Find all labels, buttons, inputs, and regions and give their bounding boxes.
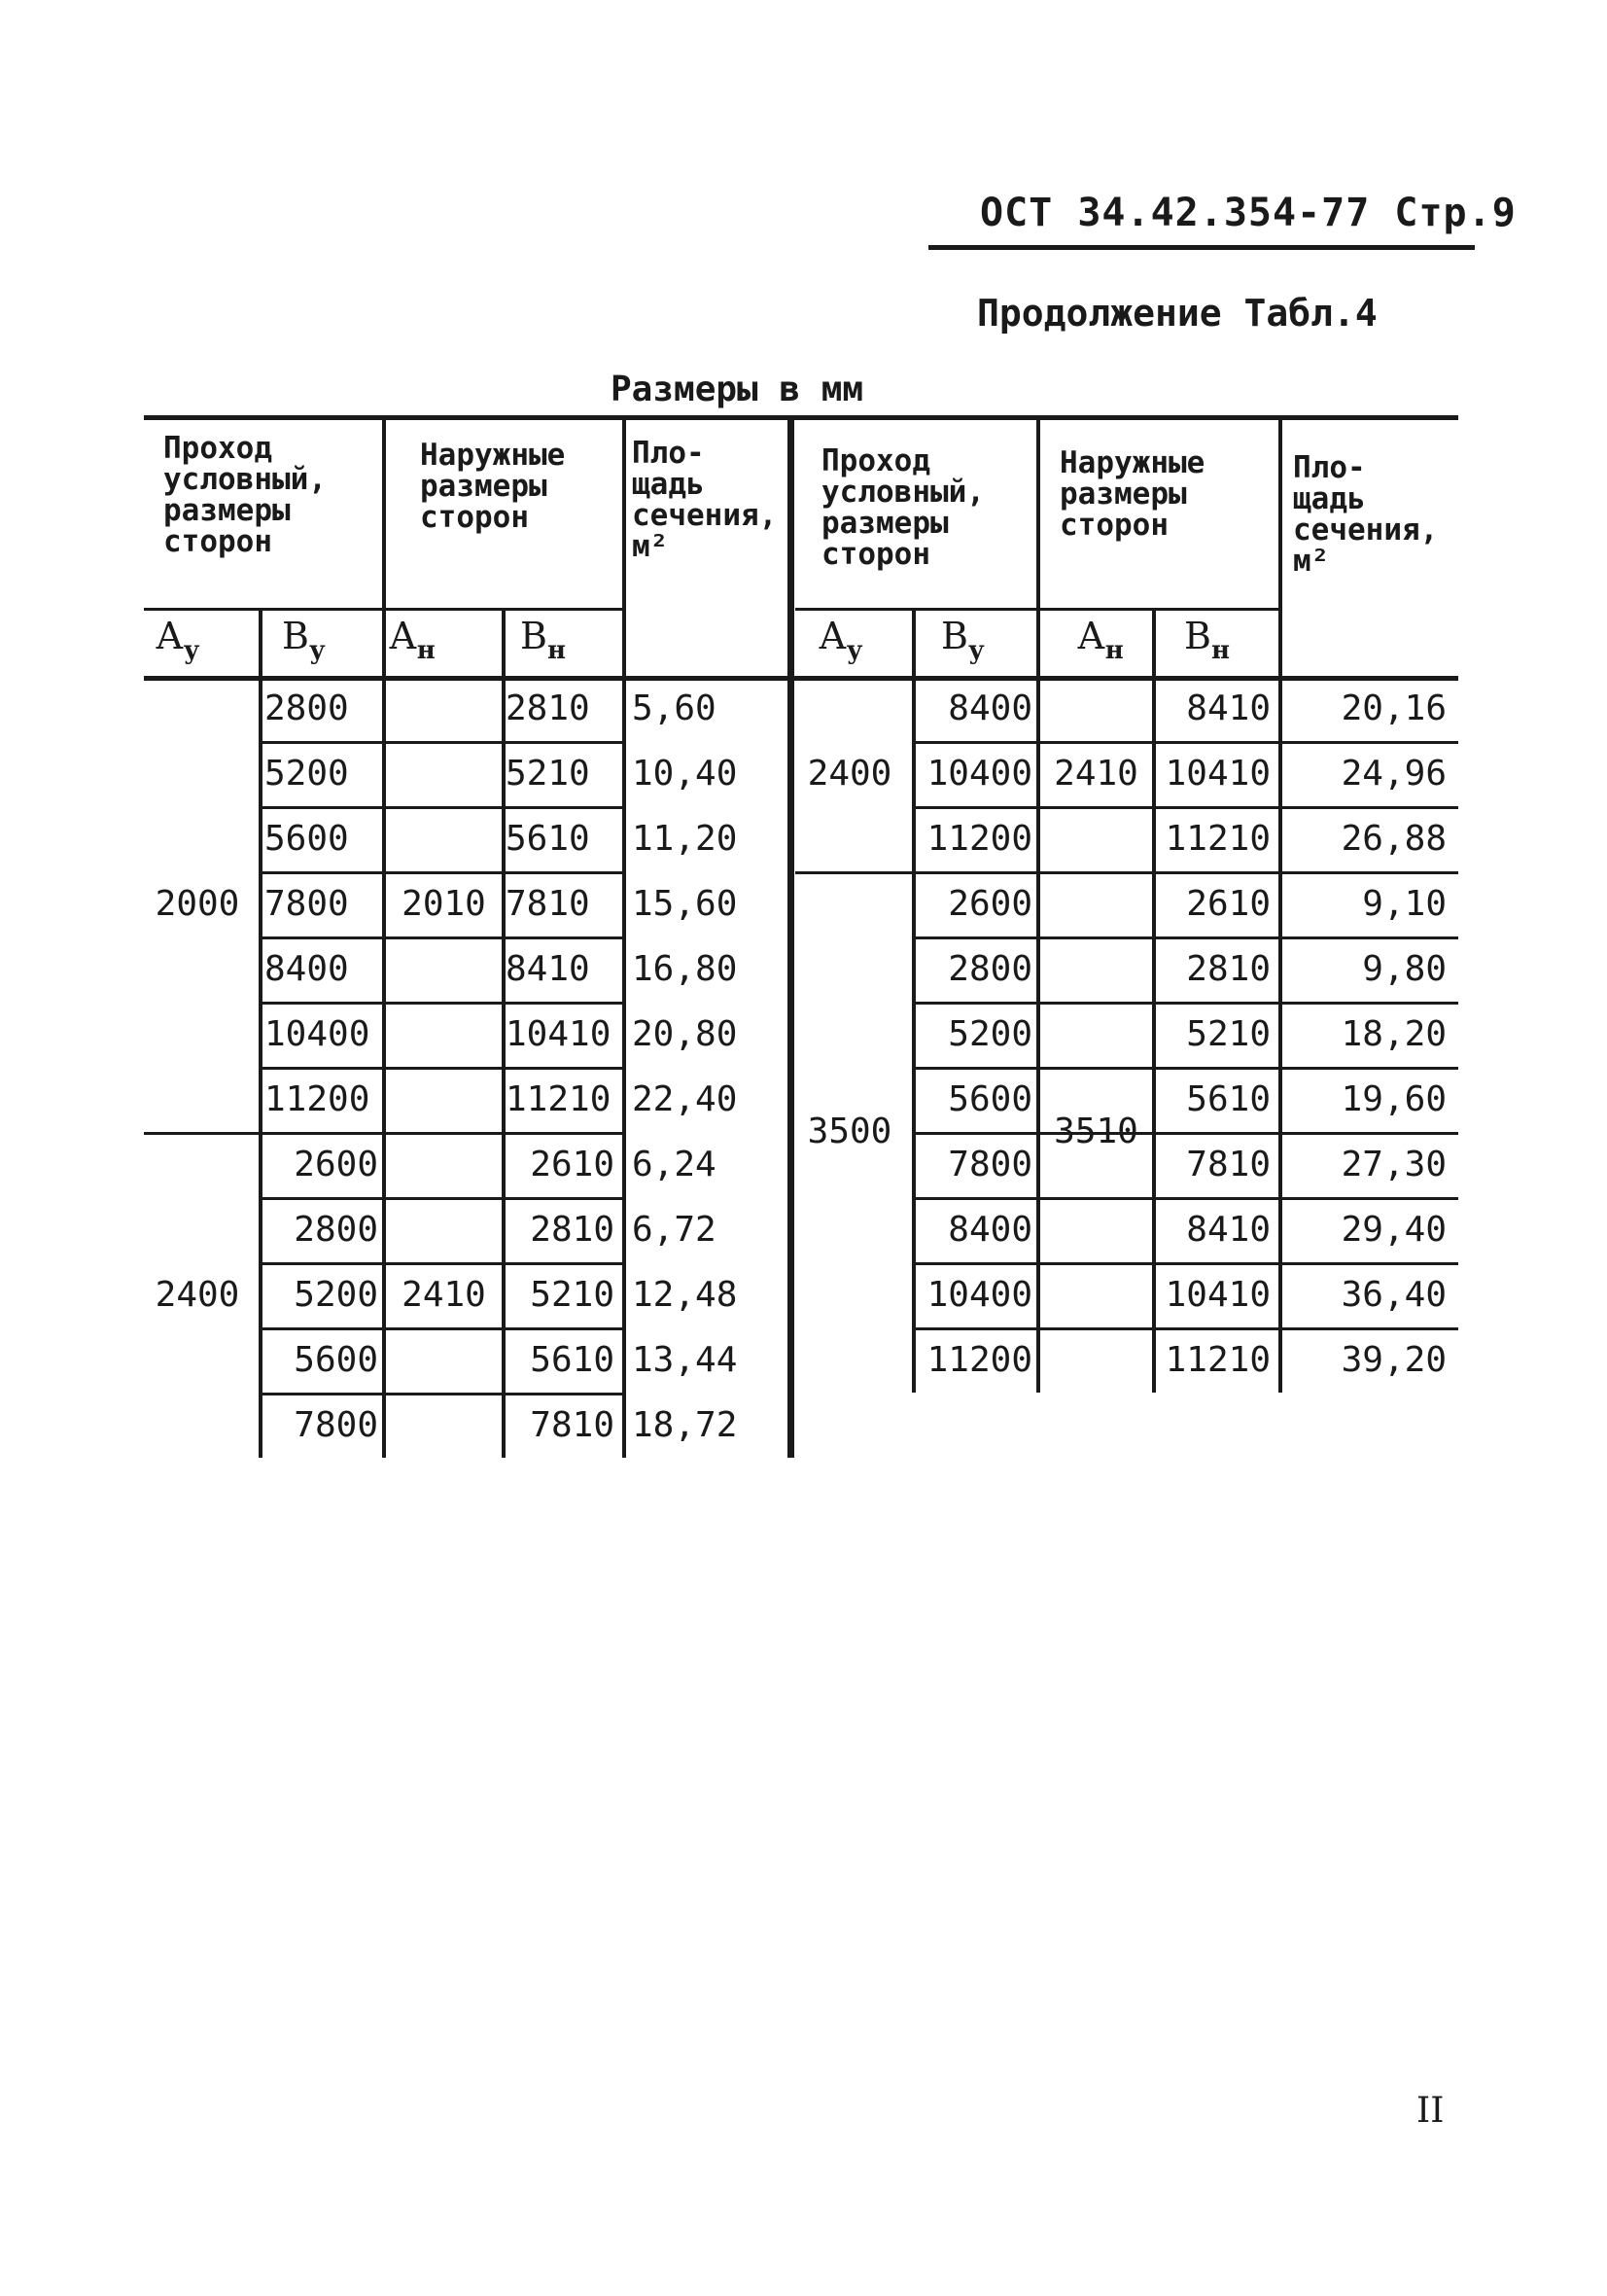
header-line: м²: [632, 529, 669, 564]
rule-line: [1036, 871, 1152, 874]
page-number: II: [1416, 2091, 1445, 2131]
header-line: размеры: [821, 506, 949, 541]
rule-line: [912, 1197, 1458, 1200]
subscript: н: [546, 636, 566, 665]
header-outer-left: [420, 440, 565, 533]
table-cell-a-y: 2000: [155, 883, 240, 924]
table-cell-b-y: 2800: [264, 689, 349, 728]
table-cell-b-y: 8400: [264, 949, 349, 989]
header-line: Пло-: [1293, 450, 1366, 485]
header-line: Пло-: [632, 436, 705, 471]
table-cell-b-y: 5600: [948, 1079, 1032, 1119]
table-cell-b-n: 10410: [506, 1014, 611, 1054]
column-line: [1152, 608, 1156, 1393]
subscript: н: [1210, 636, 1230, 665]
table-cell-b-y: 5200: [948, 1014, 1032, 1054]
subheader-b-y-left: $В_у$: [282, 615, 326, 665]
table-cell-b-n: 10410: [1165, 1275, 1271, 1315]
subscript: у: [846, 636, 863, 665]
table-cell-area: 10,40: [632, 754, 738, 794]
table-cell-b-y: 2600: [294, 1145, 378, 1184]
subscript: н: [1104, 636, 1124, 665]
rule-line: [912, 1262, 1458, 1265]
subheader-a-n-left: $А_н$: [389, 615, 436, 665]
table-cell-area: 15,60: [632, 884, 738, 924]
rule-line: [259, 1067, 622, 1070]
table-cell-b-n: 11210: [1165, 1340, 1271, 1380]
header-line: Наружные: [420, 438, 566, 473]
table-cell-area: 18,72: [632, 1405, 738, 1445]
table-cell-b-n: 8410: [1186, 1210, 1271, 1250]
rule-line: [912, 1067, 1458, 1070]
table-cell-b-n: 2610: [530, 1145, 614, 1184]
table-cell-b-n: 7810: [1186, 1145, 1271, 1184]
rule-line: [912, 1132, 1458, 1135]
rule-line: [259, 741, 622, 744]
subheader-b-y-right: $В_у$: [941, 615, 985, 665]
table-cell-b-n: 5210: [1186, 1014, 1271, 1054]
table-cell-b-n: 10410: [1165, 754, 1271, 794]
table-cell-b-y: 7800: [294, 1405, 378, 1445]
table-cell-b-y: 5200: [264, 754, 349, 794]
rule-line: [259, 936, 622, 939]
table-cell-a-n: 2410: [1054, 753, 1138, 794]
table-cell-b-y: 5200: [294, 1275, 378, 1315]
table-cell-b-n: 2610: [1186, 884, 1271, 924]
header-line: условный,: [163, 462, 327, 497]
rule-line: [912, 1002, 1458, 1005]
table-cell-area: 22,40: [632, 1079, 738, 1119]
table-cell-b-y: 11200: [926, 1340, 1032, 1380]
rule-line: [259, 1197, 622, 1200]
table-cell-b-y: 5600: [264, 819, 349, 859]
subheader-a-y-left: $А_у$: [156, 615, 200, 665]
table-cell-b-y: 2800: [294, 1210, 378, 1250]
header-passage-right: [821, 445, 985, 570]
header-line: сторон: [1060, 508, 1169, 543]
rule-line: [259, 1002, 622, 1005]
table-cell-b-y: 5600: [294, 1340, 378, 1380]
header-line: размеры: [163, 493, 291, 528]
table-cell-area: 13,44: [632, 1340, 738, 1380]
subheader-b-n-left: $В_н$: [520, 615, 566, 665]
header-line: Наружные: [1060, 445, 1205, 480]
table-cell-area: 6,24: [632, 1145, 716, 1184]
table-cell-a-n: 2010: [402, 883, 486, 924]
header-line: м²: [1293, 544, 1330, 579]
rule-line: [259, 806, 622, 809]
table-cell-area: 39,20: [1341, 1340, 1447, 1380]
rule-line: [795, 871, 912, 874]
table-cell-area: 18,20: [1341, 1014, 1447, 1054]
header-line: Проход: [163, 431, 272, 466]
table-cell-area: 6,72: [632, 1210, 716, 1250]
table-cell-area: 9,10: [1362, 884, 1447, 924]
column-line: [912, 608, 916, 1393]
column-line: [787, 415, 794, 1458]
rule-line: [144, 415, 1458, 420]
table-cell-b-y: 10400: [264, 1014, 370, 1054]
header-area-left: [632, 438, 777, 562]
table-cell-b-y: 8400: [948, 689, 1032, 728]
table-cell-area: 12,48: [632, 1275, 738, 1315]
subscript: у: [183, 636, 200, 665]
table-cell-b-n: 7810: [530, 1405, 614, 1445]
table-cell-area: 11,20: [632, 819, 738, 859]
subheader-a-y-right: $А_у$: [819, 615, 863, 665]
header-line: сечения,: [1293, 512, 1439, 548]
header-line: размеры: [1060, 477, 1187, 512]
column-line: [622, 415, 626, 1458]
table-cell-b-n: 7810: [506, 884, 590, 924]
table-cell-b-y: 11200: [264, 1079, 370, 1119]
column-line: [382, 415, 386, 1458]
table-cell-area: 9,80: [1362, 949, 1447, 989]
table-cell-area: 16,80: [632, 949, 738, 989]
header-passage-left: [163, 433, 327, 557]
subscript: н: [416, 636, 436, 665]
table-cell-b-y: 7800: [948, 1145, 1032, 1184]
table-cell-a-n: 3510: [1054, 1112, 1138, 1151]
table-cell-b-n: 5210: [506, 754, 590, 794]
column-line: [259, 608, 262, 1458]
table-cell-area: 27,30: [1341, 1145, 1447, 1184]
table-cell-area: 5,60: [632, 689, 716, 728]
column-line: [502, 608, 506, 1458]
header-line: Проход: [821, 443, 930, 478]
table-cell-area: 24,96: [1341, 754, 1447, 794]
table-cell-b-n: 5610: [1186, 1079, 1271, 1119]
document-code: ОСТ 34.42.354-77 Стр.9: [980, 191, 1517, 235]
subheader-a-n-right: $А_н$: [1077, 615, 1124, 665]
table-cell-a-y: 3500: [807, 1112, 892, 1151]
rule-line: [912, 806, 1458, 809]
column-line: [1036, 415, 1040, 1393]
table-cell-b-n: 2810: [530, 1210, 614, 1250]
table-cell-area: 29,40: [1341, 1210, 1447, 1250]
table-cell-a-y: 2400: [807, 753, 892, 794]
table-cell-a-n: 2410: [402, 1274, 486, 1315]
rule-line: [382, 1132, 502, 1135]
table-cell-b-y: 8400: [948, 1210, 1032, 1250]
column-line: [1278, 415, 1282, 1393]
rule-line: [912, 1327, 1458, 1330]
header-line: размеры: [420, 469, 547, 504]
table-cell-b-y: 2800: [948, 949, 1032, 989]
table-cell-a-y: 2400: [155, 1274, 240, 1315]
table-cell-b-n: 8410: [506, 949, 590, 989]
table-cell-b-n: 11210: [1165, 819, 1271, 859]
rule-line: [259, 1327, 622, 1330]
table-cell-area: 20,80: [632, 1014, 738, 1054]
table-cell-b-n: 5610: [530, 1340, 614, 1380]
header-line: сторон: [420, 500, 529, 535]
table-cell-area: 26,88: [1341, 819, 1447, 859]
rule-line: [912, 741, 1458, 744]
table-cell-b-n: 2810: [506, 689, 590, 728]
subheader-b-n-right: $В_н$: [1184, 615, 1230, 665]
header-line: щадь: [1293, 481, 1366, 516]
table-cell-b-y: 10400: [926, 754, 1032, 794]
table-cell-b-n: 5610: [506, 819, 590, 859]
table-cell-b-y: 10400: [926, 1275, 1032, 1315]
header-line: условный,: [821, 475, 985, 510]
header-area-right: [1293, 452, 1438, 577]
table-cell-b-y: 11200: [926, 819, 1032, 859]
rule-line: [144, 676, 1458, 681]
table-cell-area: 19,60: [1341, 1079, 1447, 1119]
rule-line: [259, 871, 622, 874]
table-cell-area: 20,16: [1341, 689, 1447, 728]
subscript: у: [308, 636, 326, 665]
rule-line: [259, 1262, 622, 1265]
units-note: Размеры в мм: [611, 370, 864, 409]
table-cell-area: 36,40: [1341, 1275, 1447, 1315]
table-cell-b-n: 2810: [1186, 949, 1271, 989]
header-line: сечения,: [632, 498, 778, 533]
header-line: щадь: [632, 467, 705, 502]
rule-line: [144, 1132, 259, 1135]
table-cell-b-y: 7800: [264, 884, 349, 924]
subscript: у: [967, 636, 985, 665]
header-line: сторон: [163, 524, 272, 559]
rule-line: [912, 871, 1458, 874]
table-cell-b-n: 5210: [530, 1275, 614, 1315]
header-line: сторон: [821, 537, 930, 572]
table-cell-b-n: 8410: [1186, 689, 1271, 728]
rule-line: [259, 1393, 622, 1395]
table-cell-b-y: 2600: [948, 884, 1032, 924]
table-continuation-title: Продолжение Табл.4: [977, 292, 1378, 335]
rule-line: [912, 936, 1458, 939]
table-cell-b-n: 11210: [506, 1079, 611, 1119]
header-outer-right: [1060, 447, 1205, 541]
